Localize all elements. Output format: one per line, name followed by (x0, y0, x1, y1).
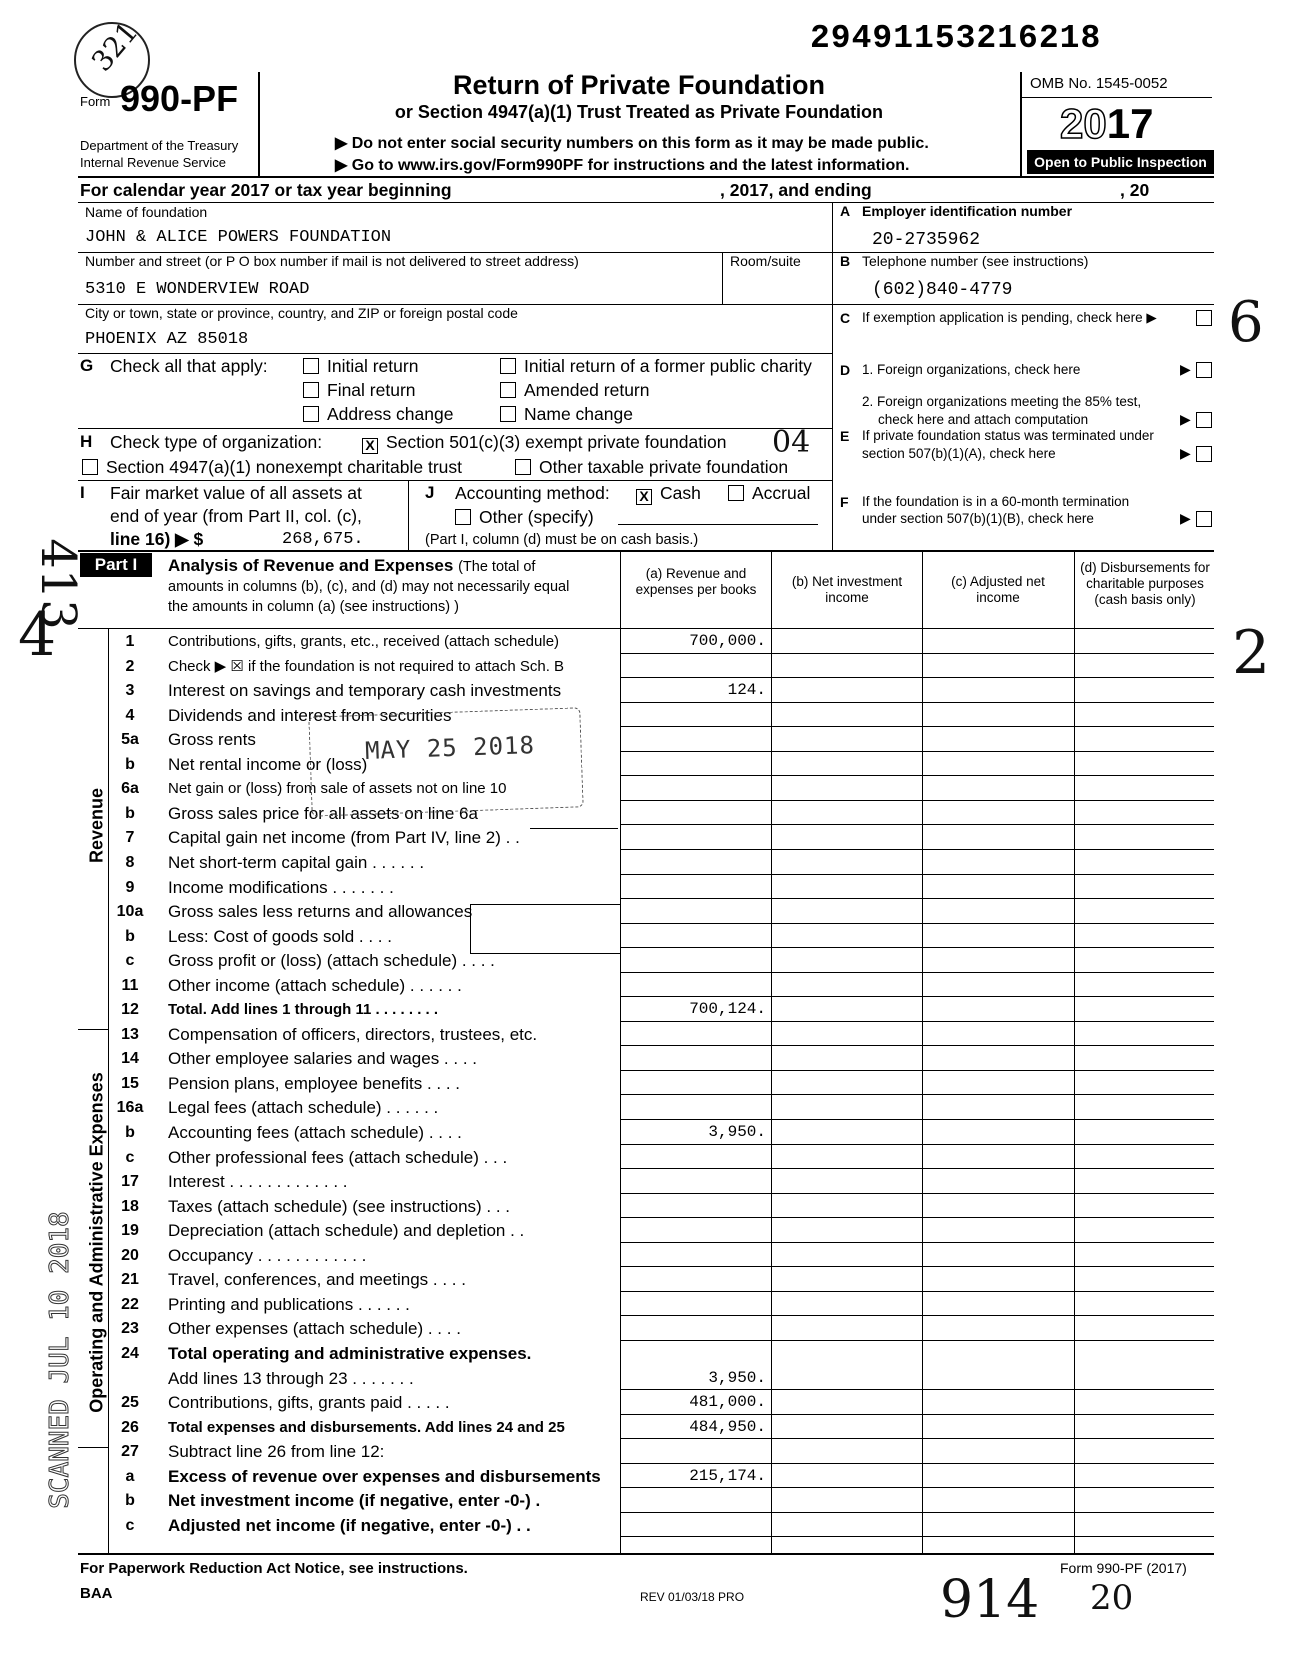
initial-former-checkbox[interactable] (500, 358, 516, 374)
part-i-line-row (110, 1439, 1214, 1464)
sixty-month-text-1: If the foundation is in a 60-month termination (862, 494, 1130, 509)
terminated-text-1: If private foundation status was terminated under (862, 428, 1154, 443)
line-description: Interest on savings and temporary cash investments (168, 681, 562, 701)
open-public-badge: Open to Public Inspection (1027, 150, 1214, 174)
revenue-side-label: Revenue (86, 787, 107, 864)
scanned-stamp: SCANNED JUL 10 2018 (45, 1211, 75, 1509)
initial-return-label: Initial return (327, 356, 419, 376)
line-description: Pension plans, employee benefits . . . . (168, 1073, 461, 1093)
column-a-amount[interactable]: 484,950. (689, 1417, 766, 1436)
ein-label: Employer identification number (862, 203, 1073, 219)
street-label: Number and street (or P O box number if mail is not delivered to street address) (85, 253, 579, 269)
line-description: Other expenses (attach schedule) . . . . (168, 1319, 461, 1339)
section-i-letter: I (80, 483, 85, 502)
form-title: Return of Private Foundation (452, 70, 825, 100)
part-i-line-row (110, 875, 1214, 900)
line-description: Printing and publications . . . . . . (168, 1294, 410, 1314)
line-description: Gross sales price for all assets on line 6a (168, 803, 478, 823)
line-number: 8 (125, 853, 135, 871)
phone-value: (602)840-4779 (872, 280, 1013, 300)
section-501c3-option[interactable] (362, 432, 726, 454)
initial-former-label: Initial return of a former public charity (524, 356, 812, 376)
section-j-letter: J (425, 483, 435, 502)
part-i-line-row (110, 801, 1214, 826)
column-a-amount[interactable]: 3,950. (708, 1368, 766, 1387)
line-number: 22 (121, 1295, 139, 1313)
handwritten-04: 04 (772, 425, 811, 460)
bottom-handwritten-20: 20 (1090, 1578, 1134, 1618)
e-arrow: ▶ (1180, 445, 1191, 461)
line-number: 12 (121, 1001, 139, 1019)
part-i-line-row (110, 1366, 1214, 1391)
line-description: Check ▶ ☒ if the foundation is not required to attach Sch. B (168, 657, 565, 675)
margin-mark-2: 2 (1232, 618, 1271, 688)
name-label: Name of foundation (85, 204, 208, 220)
line-number: 21 (121, 1271, 139, 1289)
line-description: Other professional fees (attach schedule) . . . (168, 1147, 508, 1167)
line-number: 9 (125, 878, 135, 896)
column-a-header: (a) Revenue and expenses per books (635, 566, 757, 597)
line-number: 16a (116, 1099, 144, 1117)
line-number: b (125, 927, 135, 945)
section-a-letter: A (840, 203, 851, 219)
line-number: 23 (121, 1320, 139, 1338)
part-i-line-row (110, 1415, 1214, 1440)
part-i-line-row (110, 1341, 1214, 1366)
line-description: Dividends and interest from securities (168, 705, 452, 725)
line-description: Net rental income or (loss) (168, 754, 368, 774)
exemption-pending-checkbox[interactable] (1196, 310, 1212, 326)
other-taxable-option[interactable] (515, 457, 788, 478)
line-description: Contributions, gifts, grants, etc., received (attach schedule) (168, 633, 560, 650)
other-taxable-checkbox[interactable] (515, 459, 531, 475)
org-type-label: Check type of organization: (110, 432, 323, 452)
section-h-letter: H (80, 432, 93, 451)
accrual-checkbox[interactable] (728, 485, 744, 501)
foundation-name: JOHN & ALICE POWERS FOUNDATION (85, 228, 392, 247)
line-number: 26 (121, 1418, 139, 1436)
cash-checkbox[interactable]: X (636, 489, 652, 505)
line-number: 1 (125, 633, 135, 650)
part-i-line-row (110, 1046, 1214, 1071)
line-number: b (125, 1492, 135, 1510)
line-description: Net short-term capital gain . . . . . . (168, 852, 425, 872)
section-f-letter: F (840, 494, 849, 510)
phone-label: Telephone number (see instructions) (862, 253, 1089, 269)
line-number: 15 (121, 1074, 139, 1092)
column-a-amount[interactable]: 215,174. (689, 1466, 766, 1485)
line-description: Net investment income (if negative, enter -0-) . (168, 1491, 541, 1511)
received-stamp: MAY 25 2018 (364, 731, 536, 765)
irs-label: Internal Revenue Service (80, 155, 226, 170)
part-i-line-row (110, 1488, 1214, 1513)
revision-label: REV 01/03/18 PRO (640, 1590, 745, 1604)
line-description: Occupancy . . . . . . . . . . . . (168, 1245, 367, 1265)
column-a-amount[interactable]: 124. (727, 681, 766, 700)
part-i-line-row (110, 973, 1214, 998)
line-number: 14 (121, 1050, 139, 1068)
part-i-line-row (110, 1316, 1214, 1341)
name-change-checkbox[interactable] (500, 406, 516, 422)
row-separator (620, 1536, 1214, 1537)
part-i-line-row (110, 1022, 1214, 1047)
line-number: c (125, 1516, 135, 1534)
part-i-desc-3: the amounts in column (a) (see instructions) ) (168, 599, 459, 615)
bottom-handwritten-914: 914 (940, 1570, 1040, 1630)
line-number: 10a (116, 903, 144, 921)
tax-year-outline: 20 (1060, 100, 1107, 147)
form-subtitle: or Section 4947(a)(1) Trust Treated as Private Foundation (394, 102, 884, 122)
amended-return-label: Amended return (524, 380, 650, 400)
line-description: Legal fees (attach schedule) . . . . . . (168, 1098, 439, 1118)
terminated-text-2: section 507(b)(1)(A), check here (862, 446, 1056, 461)
form-number: 990-PF (120, 78, 239, 119)
part-i-line-row (110, 654, 1214, 679)
address-change-checkbox[interactable] (303, 406, 319, 422)
line-description: Less: Cost of goods sold . . . . (168, 926, 392, 946)
part-i-badge: Part I (80, 553, 152, 577)
accrual-option[interactable] (728, 483, 810, 504)
received-stamp-frame (308, 707, 583, 816)
d2-arrow: ▶ (1180, 411, 1191, 427)
line-description: Gross profit or (loss) (attach schedule) . . . . (168, 951, 495, 971)
line-number: 25 (121, 1394, 139, 1412)
line-number: c (125, 952, 135, 970)
line-number: b (125, 1124, 135, 1141)
line-description: Add lines 13 through 23 . . . . . . . (168, 1368, 414, 1388)
line-description: Gross rents (168, 730, 256, 750)
part-i-line-row (110, 899, 1214, 924)
line-description: Taxes (attach schedule) (see instructions) . . . (168, 1196, 511, 1216)
fmv-value: 268,675. (282, 530, 364, 549)
check-all-label: Check all that apply: (110, 356, 268, 376)
part-i-line-row (110, 1390, 1214, 1415)
section-501c3-checkbox[interactable]: X (362, 438, 378, 454)
d1-arrow: ▶ (1180, 361, 1191, 377)
final-return-option[interactable] (303, 380, 416, 401)
cash-option[interactable] (636, 483, 701, 505)
part-i-line-row (110, 1513, 1214, 1538)
part-i-line-row (110, 1095, 1214, 1120)
line-description: Other income (attach schedule) . . . . . . (168, 975, 462, 995)
part-i-line-row (110, 1120, 1214, 1145)
column-a-amount[interactable]: 481,000. (689, 1393, 766, 1412)
foreign-85-checkbox[interactable] (1196, 412, 1212, 428)
line-number: b (125, 755, 135, 773)
part-i-title-bold: Analysis of Revenue and Expenses (168, 556, 454, 575)
column-b-header: (b) Net investment income (791, 574, 903, 605)
line-number: 7 (125, 829, 135, 847)
room-label: Room/suite (730, 253, 801, 269)
column-a-amount[interactable]: 700,124. (689, 1000, 766, 1019)
tax-year-bold: 17 (1106, 100, 1154, 147)
ssn-notice: ▶ Do not enter social security numbers on this form as it may be made public. (335, 135, 929, 152)
foreign-85-text-2: check here and attach computation (878, 412, 1089, 427)
fmv-text-1: Fair market value of all assets at (110, 483, 362, 503)
section-4947-checkbox[interactable] (82, 459, 98, 475)
address-change-option[interactable] (303, 404, 453, 425)
line-description: Travel, conferences, and meetings . . . . (168, 1270, 466, 1290)
section-4947-option[interactable] (82, 457, 462, 478)
line-number: b (125, 804, 135, 822)
part-i-line-row (110, 1292, 1214, 1317)
line-number: 5a (121, 731, 139, 749)
part-i-line-row (110, 776, 1214, 801)
fmv-text-3: line 16) ▶ $ (110, 529, 204, 549)
section-g-letter: G (80, 356, 94, 375)
line-number: 20 (121, 1246, 139, 1264)
part-i-line-row (110, 727, 1214, 752)
line-number: 6a (121, 780, 139, 798)
initial-return-checkbox[interactable] (303, 358, 319, 374)
part-i-desc-1: (The total of (458, 559, 536, 575)
line-6b-box[interactable] (530, 808, 618, 829)
other-taxable-label: Other taxable private foundation (539, 457, 789, 477)
paperwork-notice: For Paperwork Reduction Act Notice, see instructions. (80, 1560, 468, 1577)
sixty-month-text-2: under section 507(b)(1)(B), check here (862, 511, 1094, 526)
final-return-label: Final return (327, 380, 416, 400)
part-i-line-row (110, 1464, 1214, 1489)
line-number: 2 (125, 657, 135, 675)
line-number: 4 (125, 706, 135, 724)
line-description: Capital gain net income (from Part IV, line 2) . . (168, 828, 520, 848)
line-description: Interest . . . . . . . . . . . . . (168, 1172, 348, 1192)
part-i-line-row (110, 703, 1214, 728)
line-number: 27 (121, 1443, 139, 1461)
margin-mark-413: 413 (29, 538, 86, 630)
accrual-label: Accrual (752, 483, 811, 503)
initial-return-option[interactable] (303, 356, 418, 377)
line-description: Total expenses and disbursements. Add lines 24 and 25 (168, 1418, 565, 1436)
part-i-desc-2: amounts in columns (b), (c), and (d) may not necessarily equal (168, 579, 570, 595)
line-description: Gross sales less returns and allowances (168, 902, 473, 922)
line-10a-box[interactable] (470, 904, 621, 954)
calendar-year-line: For calendar year 2017 or tax year beginning (80, 180, 452, 200)
tax-year (1060, 100, 1153, 148)
part-i-title (168, 556, 535, 576)
line-description: Subtract line 26 from line 12: (168, 1442, 385, 1462)
website-notice: ▶ Go to www.irs.gov/Form990PF for instructions and the latest information. (335, 157, 910, 174)
sixty-month-checkbox[interactable] (1196, 511, 1212, 527)
name-change-option[interactable] (500, 404, 633, 425)
fmv-text-2: end of year (from Part II, col. (c), (110, 506, 362, 526)
accounting-method-label: Accounting method: (455, 483, 610, 503)
f-arrow: ▶ (1180, 510, 1191, 526)
street-address: 5310 E WONDERVIEW ROAD (85, 280, 310, 299)
part-i-line-row (110, 1071, 1214, 1096)
part-i-line-row (110, 1145, 1214, 1170)
line-description: Income modifications . . . . . . . (168, 877, 394, 897)
address-change-label: Address change (327, 404, 454, 424)
dln-number: 29491153216218 (810, 20, 1102, 57)
line-number: 24 (121, 1344, 139, 1362)
line-description: Excess of revenue over expenses and disbursements (168, 1466, 601, 1486)
section-c-letter: C (840, 310, 851, 326)
section-d-letter: D (840, 362, 851, 378)
line-description: Other employee salaries and wages . . . . (168, 1049, 477, 1069)
line-number: 13 (121, 1025, 139, 1043)
line-description: Total. Add lines 1 through 11 . . . . . . . . (168, 1001, 439, 1019)
city-state-zip: PHOENIX AZ 85018 (85, 330, 249, 349)
part-i-line-row (110, 1194, 1214, 1219)
omb-number: OMB No. 1545-0052 (1030, 75, 1168, 92)
other-method-option[interactable] (455, 507, 594, 528)
expenses-side-label: Operating and Administrative Expenses (86, 1072, 107, 1413)
part-i-line-row (110, 850, 1214, 875)
margin-mark-4: 4 (18, 600, 57, 670)
form-word: Form (80, 94, 111, 109)
part-i-line-row (110, 1169, 1214, 1194)
part-i-line-row (110, 629, 1214, 654)
final-return-checkbox[interactable] (303, 382, 319, 398)
line-number: 18 (121, 1197, 139, 1215)
foreign-org-text: 1. Foreign organizations, check here (862, 362, 1081, 377)
city-label: City or town, state or province, country, and ZIP or foreign postal code (85, 305, 518, 321)
line-description: Adjusted net income (if negative, enter -0-) . . (168, 1515, 531, 1535)
part-i-line-row (110, 997, 1214, 1022)
other-method-label: Other (specify) (479, 507, 594, 527)
section-4947-label: Section 4947(a)(1) nonexempt charitable trust (106, 457, 463, 477)
part-i-line-row (110, 948, 1214, 973)
dept-treasury: Department of the Treasury (80, 138, 239, 153)
margin-mark-6: 6 (1228, 290, 1264, 355)
line-number: 19 (121, 1222, 139, 1240)
name-change-label: Name change (524, 404, 633, 424)
line-description: Compensation of officers, directors, trustees, etc. (168, 1024, 538, 1044)
baa-label: BAA (80, 1585, 113, 1602)
part-i-line-row (110, 678, 1214, 703)
column-a-amount[interactable]: 3,950. (708, 1123, 766, 1141)
comma-20: , 20 (1120, 180, 1150, 200)
line-description: Accounting fees (attach schedule) . . . . (168, 1123, 462, 1142)
line-number: 11 (121, 976, 139, 994)
exemption-pending-text: If exemption application is pending, check here ▶ (862, 310, 1157, 325)
line-number: a (125, 1467, 135, 1485)
line-number: c (125, 1148, 135, 1166)
section-e-letter: E (840, 428, 850, 444)
part-i-line-row (110, 1218, 1214, 1243)
line-description: Depreciation (attach schedule) and depletion . . (168, 1221, 525, 1241)
line-number: 17 (121, 1173, 139, 1191)
part-i-line-row (110, 752, 1214, 777)
handwritten-corner-code: 321 (84, 15, 145, 78)
amended-return-checkbox[interactable] (500, 382, 516, 398)
part-i-line-row (110, 1243, 1214, 1268)
section-501c3-label: Section 501(c)(3) exempt private foundation (386, 432, 727, 452)
part-i-line-row (110, 924, 1214, 949)
line-description: Total operating and administrative expenses. (168, 1343, 532, 1363)
and-ending: , 2017, and ending (720, 180, 872, 200)
part-i-line-row (110, 825, 1214, 850)
amended-return-option[interactable] (500, 380, 650, 401)
ein-value: 20-2735962 (872, 230, 981, 250)
other-method-checkbox[interactable] (455, 509, 471, 525)
cash-basis-note: (Part I, column (d) must be on cash basis.) (425, 532, 699, 548)
line-description: Net gain or (loss) from sale of assets not on line 10 (168, 780, 507, 798)
cash-label: Cash (660, 483, 701, 503)
line-description: Contributions, gifts, grants paid . . . . . (168, 1393, 450, 1413)
column-c-header: (c) Adjusted net income (951, 574, 1045, 605)
foreign-85-text-1: 2. Foreign organizations meeting the 85% test, (862, 394, 1142, 409)
form-reference: Form 990-PF (2017) (1060, 1560, 1187, 1576)
initial-former-option[interactable] (500, 356, 812, 377)
column-d-header: (d) Disbursements for charitable purposes (cash basis only) (1080, 560, 1210, 607)
section-b-letter: B (840, 253, 851, 269)
terminated-checkbox[interactable] (1196, 446, 1212, 462)
column-a-amount[interactable]: 700,000. (689, 632, 766, 650)
foreign-org-checkbox[interactable] (1196, 362, 1212, 378)
part-i-line-row (110, 1267, 1214, 1292)
line-number: 3 (125, 682, 135, 700)
